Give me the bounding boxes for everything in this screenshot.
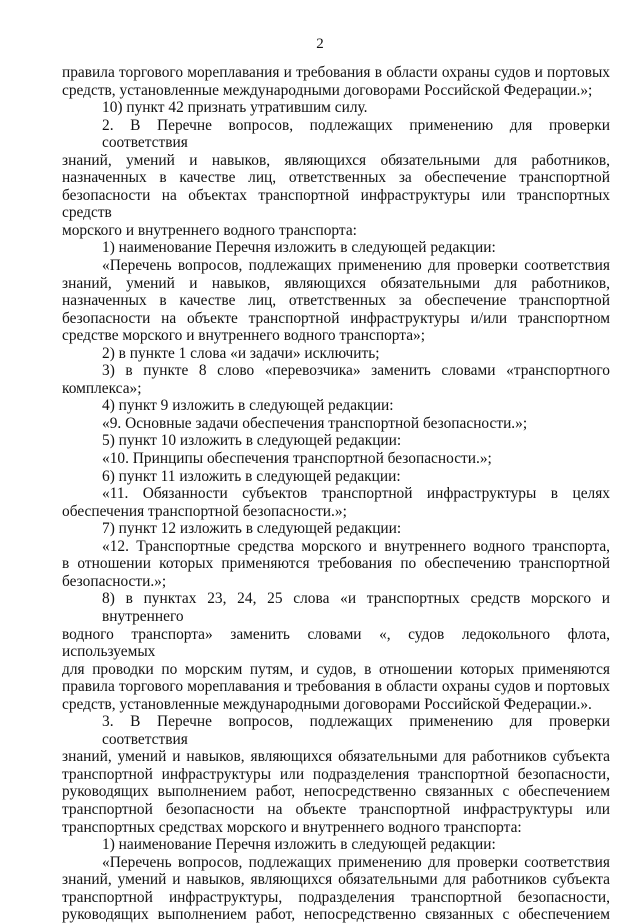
- text-line: водного транспорта» заменить словами «, судов ледокольного флота, используемых: [62, 625, 610, 661]
- text-line: назначенных в качестве лиц, ответственных за обеспечение транспортной: [62, 292, 610, 310]
- text-line: назначенных в качестве лиц, ответственных за обеспечение транспортной: [62, 169, 610, 187]
- text-line: 1) наименование Перечня изложить в следующей редакции:: [102, 836, 496, 854]
- text-line: 1) наименование Перечня изложить в следующей редакции:: [102, 239, 496, 257]
- paragraph: [62, 415, 610, 433]
- text-line: транспортной инфраструктуры, подразделения транспортной безопасности,: [62, 888, 610, 906]
- text-line: 3) в пункте 8 слово «перевозчика» заменить словами «транспортного: [102, 362, 610, 380]
- paragraph: [62, 99, 610, 117]
- page-number: 2: [316, 36, 324, 52]
- text-line: комплекса»;: [62, 379, 142, 397]
- paragraph: [62, 713, 610, 836]
- text-line: в отношении которых применяются требования по обеспечению транспортной: [62, 555, 610, 573]
- paragraph: [62, 64, 610, 99]
- paragraph: [62, 362, 610, 397]
- text-line: 2. В Перечне вопросов, подлежащих применению для проверки соответствия: [102, 116, 610, 152]
- text-line: знаний, умений и навыков, являющихся обязательными для работников,: [62, 274, 610, 292]
- text-line: знаний, умений и навыков, являющихся обязательными для работников,: [62, 151, 610, 169]
- paragraph: [62, 432, 610, 450]
- text-line: «Перечень вопросов, подлежащих применению для проверки соответствия: [102, 257, 610, 275]
- text-line: «Перечень вопросов, подлежащих применению для проверки соответствия: [102, 853, 610, 871]
- text-line: руководящих выполнением работ, непосредственно связанных с обеспечением: [62, 783, 610, 801]
- paragraph: [62, 836, 610, 854]
- text-line: 10) пункт 42 признать утратившим силу.: [102, 99, 368, 117]
- paragraph: [62, 854, 610, 924]
- paragraph: [62, 239, 610, 257]
- paragraph: [62, 590, 610, 713]
- text-line: обеспечения транспортной безопасности.»;: [62, 502, 347, 520]
- paragraph: [62, 257, 610, 345]
- paragraph: [62, 520, 610, 538]
- text-line: 8) в пунктах 23, 24, 25 слова «и транспортных средств морского и внутреннего: [102, 590, 610, 625]
- text-line: транспортной безопасности на объекте транспортной инфраструктуры или: [62, 800, 610, 818]
- paragraph: [62, 450, 610, 468]
- text-line: средств, установленные международными договорами Российской Федерации.».: [62, 695, 592, 713]
- text-line: 6) пункт 11 изложить в следующей редакции:: [102, 467, 401, 485]
- paragraph: [62, 538, 610, 591]
- text-line: морского и внутреннего водного транспорта:: [62, 221, 357, 239]
- text-line: 3. В Перечне вопросов, подлежащих применению для проверки соответствия: [102, 713, 610, 748]
- text-line: 2) в пункте 1 слова «и задачи» исключить;: [102, 344, 380, 362]
- text-line: для проводки по морским путям, и судов, в отношении которых применяются: [62, 660, 610, 678]
- text-line: правила торгового мореплавания и требования в области охраны судов и портовых: [62, 678, 610, 696]
- text-line: средств, установленные международными договорами Российской Федерации.»;: [62, 81, 593, 99]
- document-body: [62, 64, 610, 924]
- paragraph: [62, 485, 610, 520]
- text-line: безопасности на объектах транспортной инфраструктуры или транспортных средств: [62, 186, 610, 222]
- text-line: «10. Принципы обеспечения транспортной безопасности.»;: [102, 450, 492, 468]
- text-line: 5) пункт 10 изложить в следующей редакции:: [102, 432, 402, 450]
- text-line: безопасности.»;: [62, 572, 167, 590]
- text-line: транспортной инфраструктуры или подразделения транспортной безопасности,: [62, 765, 610, 783]
- text-line: правила торгового мореплавания и требования в области охраны судов и портовых: [62, 64, 610, 81]
- text-line: 7) пункт 12 изложить в следующей редакции:: [102, 520, 402, 538]
- text-line: «9. Основные задачи обеспечения транспортной безопасности.»;: [102, 414, 528, 432]
- paragraph: [62, 397, 610, 415]
- text-line: знаний, умений и навыков, являющихся обязательными для работников субъекта: [62, 871, 610, 889]
- text-line: 4) пункт 9 изложить в следующей редакции:: [102, 397, 394, 415]
- paragraph: [62, 468, 610, 486]
- text-line: безопасности на объекте транспортной инфраструктуры и/или транспортном: [62, 309, 610, 327]
- text-line: «11. Обязанности субъектов транспортной инфраструктуры в целях: [102, 485, 610, 503]
- text-line: транспортных средствах морского и внутреннего водного транспорта:: [62, 818, 522, 836]
- text-line: руководящих выполнением работ, непосредственно связанных с обеспечением: [62, 906, 610, 924]
- text-line: средстве морского и внутреннего водного транспорта»;: [62, 327, 426, 345]
- paragraph: [62, 117, 610, 240]
- paragraph: [62, 345, 610, 363]
- text-line: знаний, умений и навыков, являющихся обязательными для работников субъекта: [62, 748, 610, 766]
- text-line: «12. Транспортные средства морского и внутреннего водного транспорта,: [102, 537, 610, 555]
